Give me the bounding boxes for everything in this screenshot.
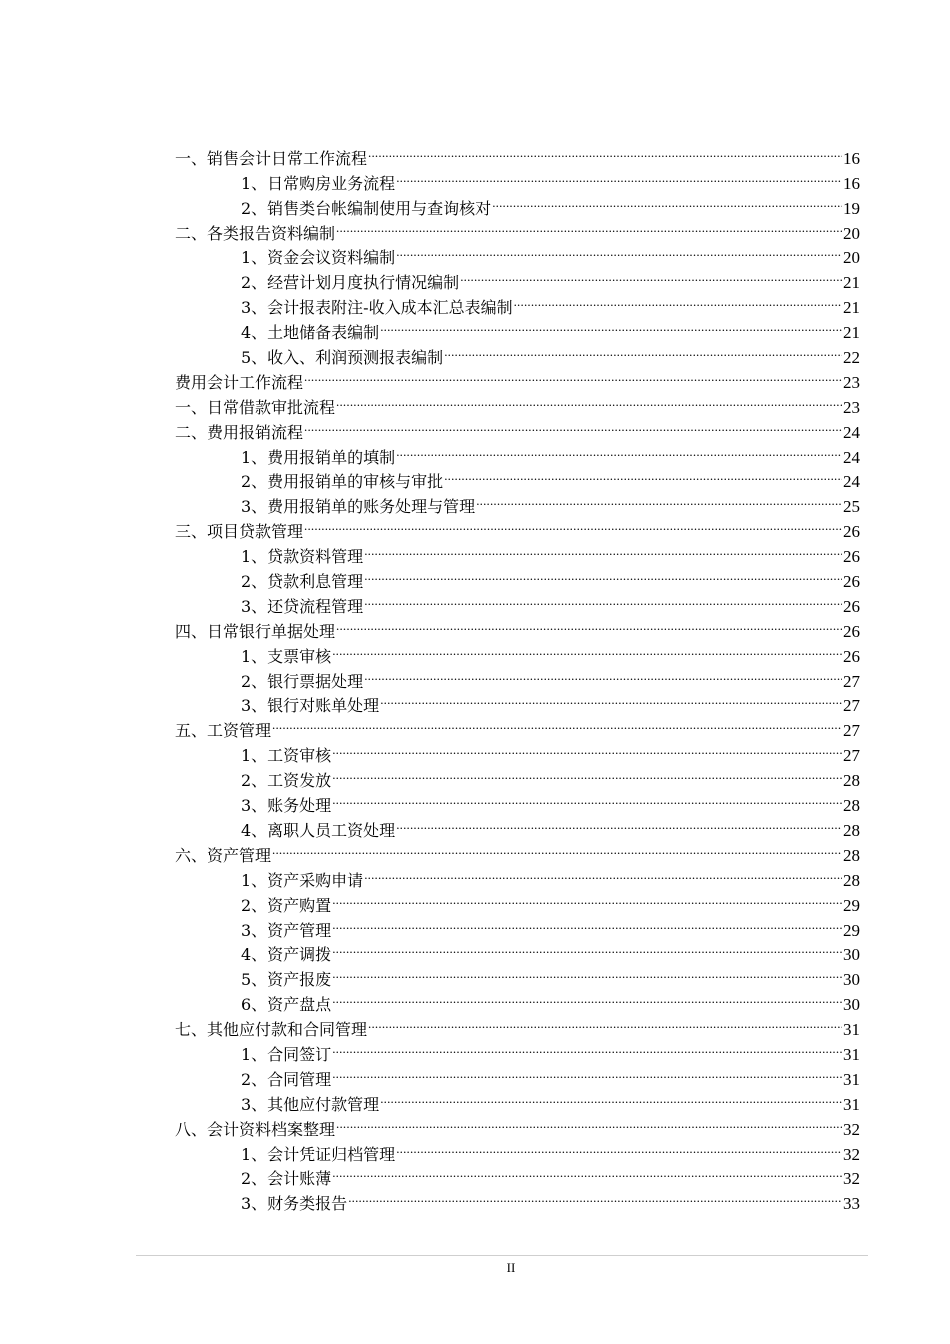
toc-entry-page-number: 20 (843, 223, 860, 243)
toc-entry-page-number: 29 (843, 920, 860, 940)
toc-dot-leader (396, 1135, 842, 1160)
toc-entry-label: 4、离职人员工资处理 (241, 820, 396, 840)
toc-entry-label: 4、资产调拨 (241, 945, 332, 965)
toc-dot-leader (336, 388, 842, 413)
toc-entry-label: 1、支票审核 (241, 646, 332, 666)
toc-entry-page-number: 21 (843, 273, 860, 293)
toc-entry-page-number: 24 (843, 447, 860, 467)
toc-entry-label: 2、贷款利息管理 (241, 572, 364, 592)
toc-entry-label: 费用会计工作流程 (175, 372, 304, 392)
toc-dot-leader (368, 139, 842, 164)
toc-entry-label: 1、日常购房业务流程 (241, 173, 396, 193)
toc-entry-page-number: 30 (843, 945, 860, 965)
toc-dot-leader (514, 288, 842, 313)
toc-entry-label: 1、贷款资料管理 (241, 547, 364, 567)
toc-entry-label: 二、各类报告资料编制 (175, 223, 336, 243)
toc-entry-label: 四、日常银行单据处理 (175, 621, 336, 641)
toc-entry-label: 3、会计报表附注-收入成本汇总表编制 (241, 298, 513, 318)
toc-entry-label: 2、资产购置 (241, 895, 332, 915)
toc-dot-leader (396, 239, 842, 264)
toc-entry-page-number: 27 (843, 671, 860, 691)
toc-entry-page-number: 28 (843, 820, 860, 840)
toc-section-entry[interactable] (175, 836, 860, 865)
toc-entry-page-number: 32 (843, 1119, 860, 1139)
toc-entry-label: 6、资产盘点 (241, 995, 332, 1015)
toc-entry-label: 3、账务处理 (241, 796, 332, 816)
toc-entry-label: 2、销售类台帐编制使用与查询核对 (241, 198, 492, 218)
toc-dot-leader (380, 313, 842, 338)
toc-dot-leader (272, 836, 842, 861)
toc-entry-page-number: 31 (843, 1044, 860, 1064)
toc-dot-leader (492, 189, 842, 214)
toc-entry-page-number: 31 (843, 1094, 860, 1114)
toc-dot-leader (380, 687, 842, 712)
toc-dot-leader (304, 363, 842, 388)
toc-entry-page-number: 28 (843, 870, 860, 890)
toc-entry-page-number: 26 (843, 572, 860, 592)
toc-entry-label: 2、工资发放 (241, 771, 332, 791)
toc-entry-page-number: 28 (843, 796, 860, 816)
toc-entry-page-number: 24 (843, 472, 860, 492)
toc-section-entry[interactable] (175, 711, 860, 741)
toc-dot-leader (348, 1184, 842, 1209)
toc-dot-leader (396, 438, 842, 463)
toc-entry-page-number: 26 (843, 596, 860, 616)
toc-dot-leader (304, 413, 842, 438)
toc-entry-page-number: 19 (843, 198, 860, 218)
toc-entry-page-number: 16 (843, 173, 860, 193)
toc-dot-leader (396, 811, 842, 836)
toc-entry-label: 5、资产报废 (241, 970, 332, 990)
toc-dot-leader (304, 512, 842, 537)
toc-dot-leader (272, 711, 842, 736)
toc-dot-leader (332, 936, 842, 961)
footer-page-number: II (506, 1260, 516, 1275)
toc-entry-label: 2、合同管理 (241, 1069, 332, 1089)
toc-entry-label: 3、资产管理 (241, 920, 332, 940)
toc-entry-label: 3、其他应付款管理 (241, 1094, 380, 1114)
toc-dot-leader (332, 886, 842, 911)
toc-entry-label: 一、日常借款审批流程 (175, 397, 336, 417)
toc-section-entry[interactable] (175, 139, 860, 168)
toc-entry-page-number: 22 (843, 348, 860, 368)
toc-entry-label: 2、经营计划月度执行情况编制 (241, 273, 460, 293)
toc-dot-leader (332, 736, 842, 761)
toc-dot-leader (332, 761, 842, 786)
toc-dot-leader (332, 960, 842, 985)
toc-entry-label: 五、工资管理 (175, 721, 272, 741)
toc-entry-label: 六、资产管理 (175, 845, 272, 865)
toc-entry-label: 3、费用报销单的账务处理与管理 (241, 497, 476, 517)
toc-dot-leader (336, 1110, 842, 1135)
toc-entry-page-number: 26 (843, 522, 860, 542)
toc-dot-leader (336, 612, 842, 637)
toc-entry-page-number: 31 (843, 1069, 860, 1089)
toc-entry-page-number: 29 (843, 895, 860, 915)
toc-entry-page-number: 24 (843, 422, 860, 442)
toc-entry-page-number: 23 (843, 372, 860, 392)
toc-entry-page-number: 30 (843, 995, 860, 1015)
toc-subsection-entry[interactable] (175, 861, 860, 890)
toc-entry-page-number: 28 (843, 771, 860, 791)
toc-entry-label: 3、还贷流程管理 (241, 596, 364, 616)
toc-entry-page-number: 33 (843, 1194, 860, 1214)
toc-entry-page-number: 25 (843, 497, 860, 517)
toc-entry-page-number: 20 (843, 248, 860, 268)
toc-entry-label: 3、银行对账单处理 (241, 696, 380, 716)
toc-dot-leader (476, 487, 842, 512)
toc-entry-page-number: 23 (843, 397, 860, 417)
toc-entry-page-number: 26 (843, 621, 860, 641)
toc-entry-label: 七、其他应付款和合同管理 (175, 1020, 368, 1040)
toc-entry-label: 2、会计账薄 (241, 1169, 332, 1189)
toc-dot-leader (364, 662, 842, 687)
toc-dot-leader (332, 1060, 842, 1085)
toc-entry-page-number: 32 (843, 1169, 860, 1189)
toc-dot-leader (444, 463, 842, 488)
toc-dot-leader (444, 338, 842, 363)
toc-dot-leader (332, 637, 842, 662)
toc-entry-label: 5、收入、利润预测报表编制 (241, 348, 444, 368)
toc-entry-page-number: 27 (843, 696, 860, 716)
toc-entry-page-number: 21 (843, 298, 860, 318)
toc-entry-label: 一、销售会计日常工作流程 (175, 148, 368, 168)
toc-entry-label: 1、工资审核 (241, 746, 332, 766)
toc-dot-leader (332, 786, 842, 811)
toc-dot-leader (332, 985, 842, 1010)
toc-entry-page-number: 26 (843, 547, 860, 567)
toc-dot-leader (380, 1085, 842, 1110)
toc-entry-page-number: 27 (843, 746, 860, 766)
toc-dot-leader (336, 214, 842, 239)
toc-entry-page-number: 26 (843, 646, 860, 666)
toc-dot-leader (332, 911, 842, 936)
toc-entry-page-number: 30 (843, 970, 860, 990)
toc-dot-leader (332, 1035, 842, 1060)
table-of-contents (175, 139, 860, 1214)
toc-entry-label: 4、土地储备表编制 (241, 323, 380, 343)
toc-entry-label: 1、会计凭证归档管理 (241, 1144, 396, 1164)
toc-entry-page-number: 28 (843, 845, 860, 865)
toc-entry-label: 八、会计资料档案整理 (175, 1119, 336, 1139)
toc-dot-leader (396, 164, 842, 189)
toc-entry-label: 1、资产采购申请 (241, 870, 364, 890)
toc-entry-label: 1、费用报销单的填制 (241, 447, 396, 467)
toc-dot-leader (460, 263, 842, 288)
toc-entry-label: 2、银行票据处理 (241, 671, 364, 691)
toc-dot-leader (368, 1010, 842, 1035)
toc-subsection-entry[interactable] (175, 736, 860, 766)
toc-dot-leader (364, 861, 842, 886)
toc-entry-label: 2、费用报销单的审核与审批 (241, 472, 444, 492)
toc-entry-page-number: 21 (843, 323, 860, 343)
toc-entry-page-number: 32 (843, 1144, 860, 1164)
toc-entry-label: 三、项目贷款管理 (175, 522, 304, 542)
toc-entry-page-number: 27 (843, 721, 860, 741)
toc-entry-page-number: 31 (843, 1020, 860, 1040)
toc-dot-leader (364, 587, 842, 612)
footer-divider (136, 1255, 868, 1256)
toc-entry-label: 1、资金会议资料编制 (241, 248, 396, 268)
toc-entry-label: 1、合同签订 (241, 1044, 332, 1064)
toc-entry-label: 3、财务类报告 (241, 1194, 348, 1214)
toc-dot-leader (364, 537, 842, 562)
toc-entry-label: 二、费用报销流程 (175, 422, 304, 442)
toc-dot-leader (332, 1160, 842, 1185)
toc-entry-page-number: 16 (843, 148, 860, 168)
toc-dot-leader (364, 562, 842, 587)
